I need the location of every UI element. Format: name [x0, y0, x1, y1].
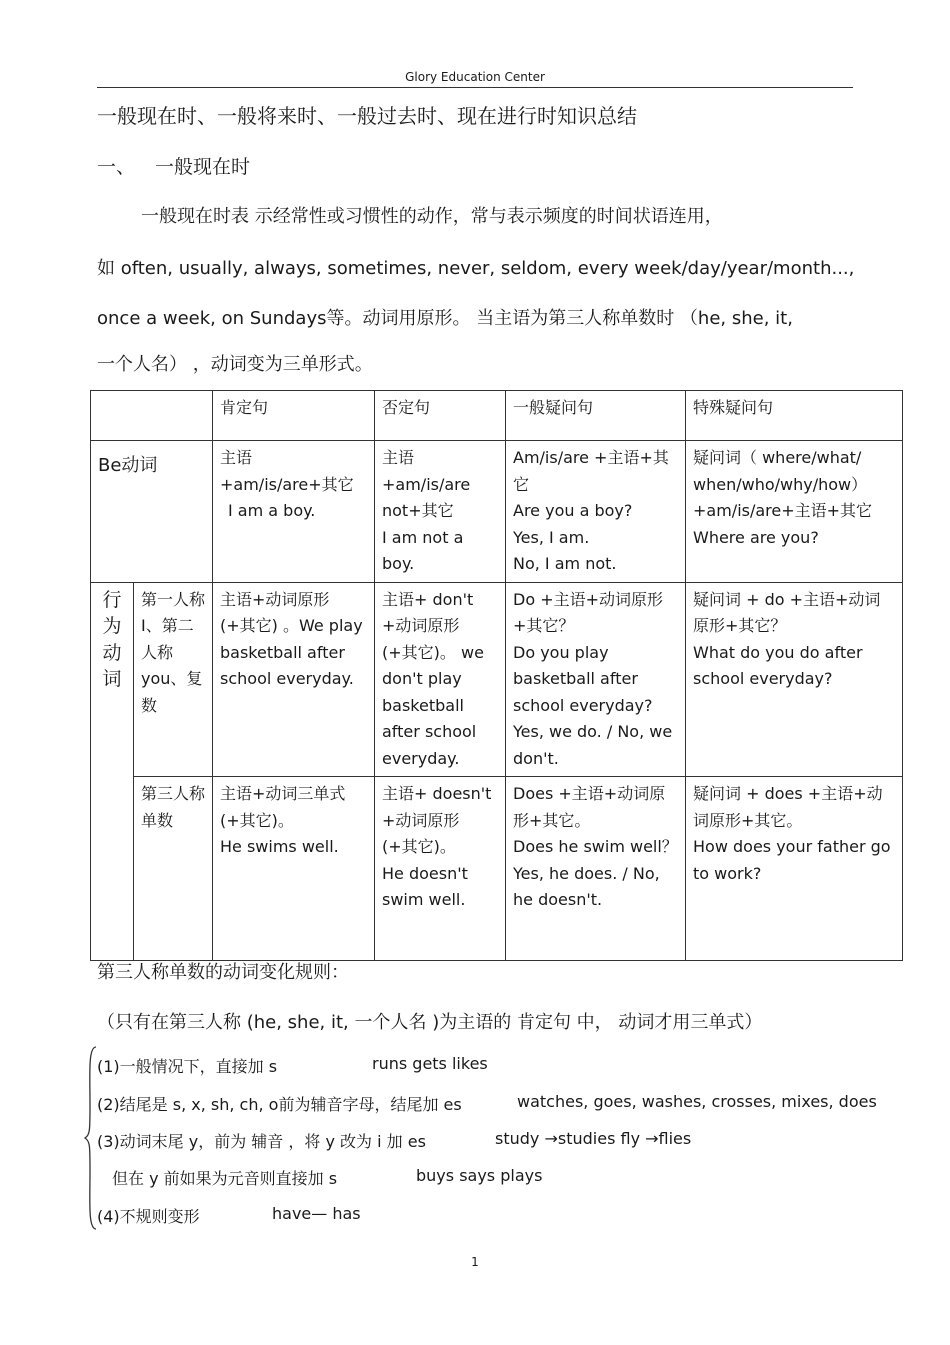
fs-affirmative: 主语+动词原形 (+其它) 。We play basketball after school everyday. — [213, 582, 375, 777]
rule-2: (2)结尾是 s, x, sh, ch, o前为辅音字母，结尾加 es — [97, 1095, 462, 1114]
be-neg-rule: 主语+am/is/are not+其它 — [382, 448, 471, 520]
ts-affirmative-cell — [213, 777, 375, 961]
header-affirmative: 肯定句 — [213, 391, 375, 441]
table-header-row — [91, 391, 903, 441]
be-gq-yes: Yes, I am. — [513, 527, 590, 547]
ts-aff-rule: 主语+动词三单式(+其它)。 — [220, 784, 346, 830]
intro-line-4: 一个人名） ，动词变为三单形式。 — [97, 354, 373, 375]
ts-negative-cell — [375, 777, 506, 961]
action-third-singular-row — [91, 777, 903, 961]
ts-gq-example: Does he swim well？ — [513, 837, 678, 856]
rule-2-examples: watches, goes, washes, crosses, mixes, does — [517, 1092, 877, 1111]
section-heading — [97, 152, 250, 179]
fs-gq-answer: Yes, we do. / No, we don't. — [513, 722, 673, 768]
first-second-subject: 第一人称 I、第二人称 you、复数 — [134, 582, 213, 777]
rule-3-examples: study →studies fly →flies — [495, 1129, 692, 1148]
intro-line-2: 如 often, usually, always, sometimes, never, seldom, every week/day/year/month..., — [97, 258, 855, 279]
fs-general-question-cell — [506, 582, 686, 777]
action-verb-label: 行为动词 — [91, 582, 134, 961]
be-sq-rule: 疑问词（ where/what/ when/who/why/how）+am/is/are+主语+其它 — [693, 448, 873, 520]
be-special-question-cell — [686, 441, 903, 583]
rules-title: 第三人称单数的动词变化规则： — [97, 962, 349, 983]
be-gq-no: No, I am not. — [513, 554, 617, 573]
fs-special-question-cell — [686, 582, 903, 777]
action-first-second-row — [91, 582, 903, 777]
rules-note: （只有在第三人称 (he, she, it, 一个人名 )为主语的 肯定句 中， 动词才用三单式） — [97, 1012, 763, 1033]
page-header: Glory Education Center — [405, 70, 545, 84]
be-gq-rule: Am/is/are +主语+其它 — [513, 448, 669, 494]
fs-sq-example: What do you do after school everyday? — [693, 642, 863, 688]
ts-neg-example: He doesn't swim well. — [382, 863, 468, 909]
header-empty-cell — [91, 391, 213, 441]
ts-gq-answer: Yes, he does. / No, he doesn't. — [513, 863, 660, 909]
header-rule — [97, 87, 853, 88]
document-title: 一般现在时、一般将来时、一般过去时、现在进行时知识总结 — [97, 104, 637, 128]
rule-1: (1)一般情况下，直接加 s — [97, 1057, 278, 1076]
section-label: 一般现在时 — [155, 156, 251, 178]
be-sq-example: Where are you? — [693, 527, 819, 547]
intro-line-1: 一般现在时表 示经常性或习惯性的动作，常与表示频度的时间状语连用， — [141, 206, 723, 227]
curly-brace-icon — [84, 1045, 98, 1231]
fs-negative: 主语+ don't +动词原形 (+其它)。 we don't play basketball after school everyday. — [375, 582, 506, 777]
intro-line-3: once a week, on Sundays等。动词用原形。 当主语为第三人称单数时 （he, she, it, — [97, 308, 793, 329]
header-special-question: 特殊疑问句 — [686, 391, 903, 441]
be-negative-cell — [375, 441, 506, 583]
rule-4: (4)不规则变形 — [97, 1207, 200, 1226]
be-general-question-cell — [506, 441, 686, 583]
rule-1-examples: runs gets likes — [372, 1054, 488, 1073]
be-verb-row — [91, 441, 903, 583]
rule-3: (3)动词末尾 y，前为 辅音 ，将 y 改为 i 加 es — [97, 1132, 426, 1151]
ts-sq-rule: 疑问词 + does +主语+动词原形+其它。 — [693, 784, 883, 830]
header-negative: 否定句 — [375, 391, 506, 441]
third-singular-subject: 第三人称单数 — [134, 777, 213, 961]
rule-3-note: 但在 y 前如果为元音则直接加 s — [112, 1169, 338, 1188]
ts-special-question-cell — [686, 777, 903, 961]
ts-general-question-cell — [506, 777, 686, 961]
be-aff-rule: 主语+am/is/are+其它 — [220, 448, 354, 494]
ts-neg-rule: 主语+ doesn't +动词原形 (+其它)。 — [382, 784, 492, 856]
fs-sq-rule: 疑问词 + do +主语+动词原形+其它？ — [693, 589, 881, 635]
section-number: 一、 — [97, 156, 136, 178]
rule-4-examples: have— has — [272, 1204, 361, 1223]
rule-3-note-examples: buys says plays — [416, 1166, 543, 1185]
be-neg-example: I am not a boy. — [382, 527, 464, 573]
be-gq-example: Are you a boy? — [513, 501, 633, 520]
tense-table — [90, 390, 903, 961]
ts-sq-example: How does your father go to work? — [693, 837, 891, 883]
page-number: 1 — [471, 1255, 479, 1269]
fs-gq-example: Do you play basketball after school everyday? — [513, 642, 653, 715]
be-verb-label: Be动词 — [91, 441, 213, 583]
ts-gq-rule: Does +主语+动词原形+其它。 — [513, 784, 666, 830]
be-affirmative-cell — [213, 441, 375, 583]
ts-aff-example: He swims well. — [220, 837, 339, 856]
header-general-question: 一般疑问句 — [506, 391, 686, 441]
be-aff-example: I am a boy. — [228, 501, 316, 520]
fs-gq-rule: Do +主语+动词原形+其它？ — [513, 589, 664, 635]
